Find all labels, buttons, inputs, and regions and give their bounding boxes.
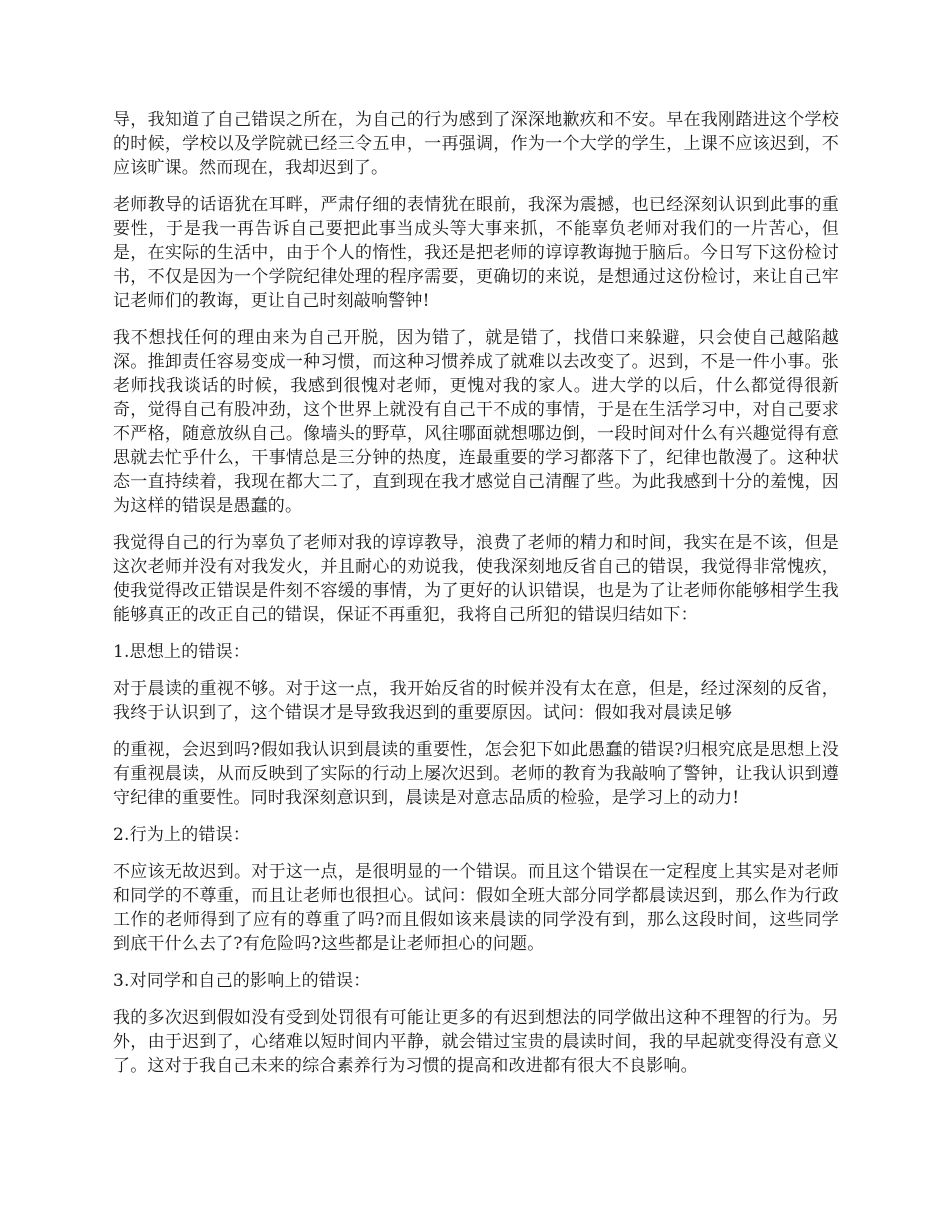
section-heading-1: 1.思想上的错误： (113, 642, 251, 662)
paragraph-section-1a: 对于晨读的重视不够。对于这一点，我开始反省的时候并没有太在意，但是，经过深刻的反省，我终于认识到了，这个错误才是导致我迟到的重要原因。试问：假如我对晨读足够 (113, 679, 839, 723)
paragraph-summary-intro: 我觉得自己的行为辜负了老师对我的谆谆教导，浪费了老师的精力和时间，我实在是不该，但是这次老师并没有对我发火，并且耐心的劝说我，使我深刻地反省自己的错误，我觉得非常愧疚，使我觉得改正错误是件刻不容缓的事情，为了更好的认识错误，也是为了让老师你能够相学生我能够真正的改正自己的错误，保证不再重犯，我将自己所犯的错误归结如下： (113, 533, 839, 625)
section-heading-3: 3.对同学和自己的影响上的错误： (113, 971, 371, 991)
section-heading-2: 2.行为上的错误： (113, 825, 251, 845)
paragraph-section-2: 不应该无故迟到。对于这一点，是很明显的一个错误。而且这个错误在一定程度上其实是对老师和同学的不尊重，而且让老师也很担心。试问：假如全班大部分同学都晨读迟到，那么作为行政工作的老师得到了应有的尊重了吗?而且假如该来晨读的同学没有到，那么这段时间，这些同学到底干什么去了?有危险吗?这些都是让老师担心的问题。 (113, 862, 839, 954)
paragraph-teacher-words: 老师教导的话语犹在耳畔，严肃仔细的表情犹在眼前，我深为震撼，也已经深刻认识到此事的重要性，于是我一再告诉自己要把此事当成头等大事来抓，不能辜负老师对我们的一片苦心，但是，在实际的生活中，由于个人的惰性，我还是把老师的谆谆教诲抛于脑后。今日写下这份检讨书，不仅是因为一个学院纪律处理的程序需要，更确切的来说，是想通过这份检讨，来让自己牢记老师们的教诲，更让自己时刻敲响警钟! (113, 195, 839, 311)
paragraph-intro: 导，我知道了自己错误之所在，为自己的行为感到了深深地歉疚和不安。早在我刚踏进这个学校的时候，学校以及学院就已经三令五申，一再强调，作为一个大学的学生，上课不应该迟到，不应该旷课。然而现在，我却迟到了。 (113, 110, 839, 178)
paragraph-section-1b: 的重视，会迟到吗?假如我认识到晨读的重要性，怎会犯下如此愚蠢的错误?归根究底是思想上没有重视晨读，从而反映到了实际的行动上屡次迟到。老师的教育为我敲响了警钟，让我认识到遵守纪律的重要性。同时我深刻意识到，晨读是对意志品质的检验，是学习上的动力! (113, 740, 839, 808)
paragraph-section-3: 我的多次迟到假如没有受到处罚很有可能让更多的有迟到想法的同学做出这种不理智的行为。另外，由于迟到了，心绪难以短时间内平静，就会错过宝贵的晨读时间，我的早起就变得没有意义了。这对于我自己未来的综合素养行为习惯的提高和改进都有很大不良影响。 (113, 1008, 839, 1076)
document-body (113, 108, 839, 1091)
paragraph-no-excuses: 我不想找任何的理由来为自己开脱，因为错了，就是错了，找借口来躲避，只会使自己越陷越深。推卸责任容易变成一种习惯，而这种习惯养成了就难以去改变了。迟到，不是一件小事。张老师找我谈话的时候，我感到很愧对老师，更愧对我的家人。进大学的以后，什么都觉得很新奇，觉得自己有股冲劲，这个世界上就没有自己干不成的事情，于是在生活学习中，对自己要求不严格，随意放纵自己。像墙头的野草，风往哪面就想哪边倒，一段时间对什么有兴趣觉得有意思就去忙乎什么，干事情总是三分钟的热度，连最重要的学习都落下了，纪律也散漫了。这种状态一直持续着，我现在都大二了，直到现在我才感觉自己清醒了些。为此我感到十分的羞愧，因为这样的错误是愚蠢的。 (113, 328, 839, 516)
